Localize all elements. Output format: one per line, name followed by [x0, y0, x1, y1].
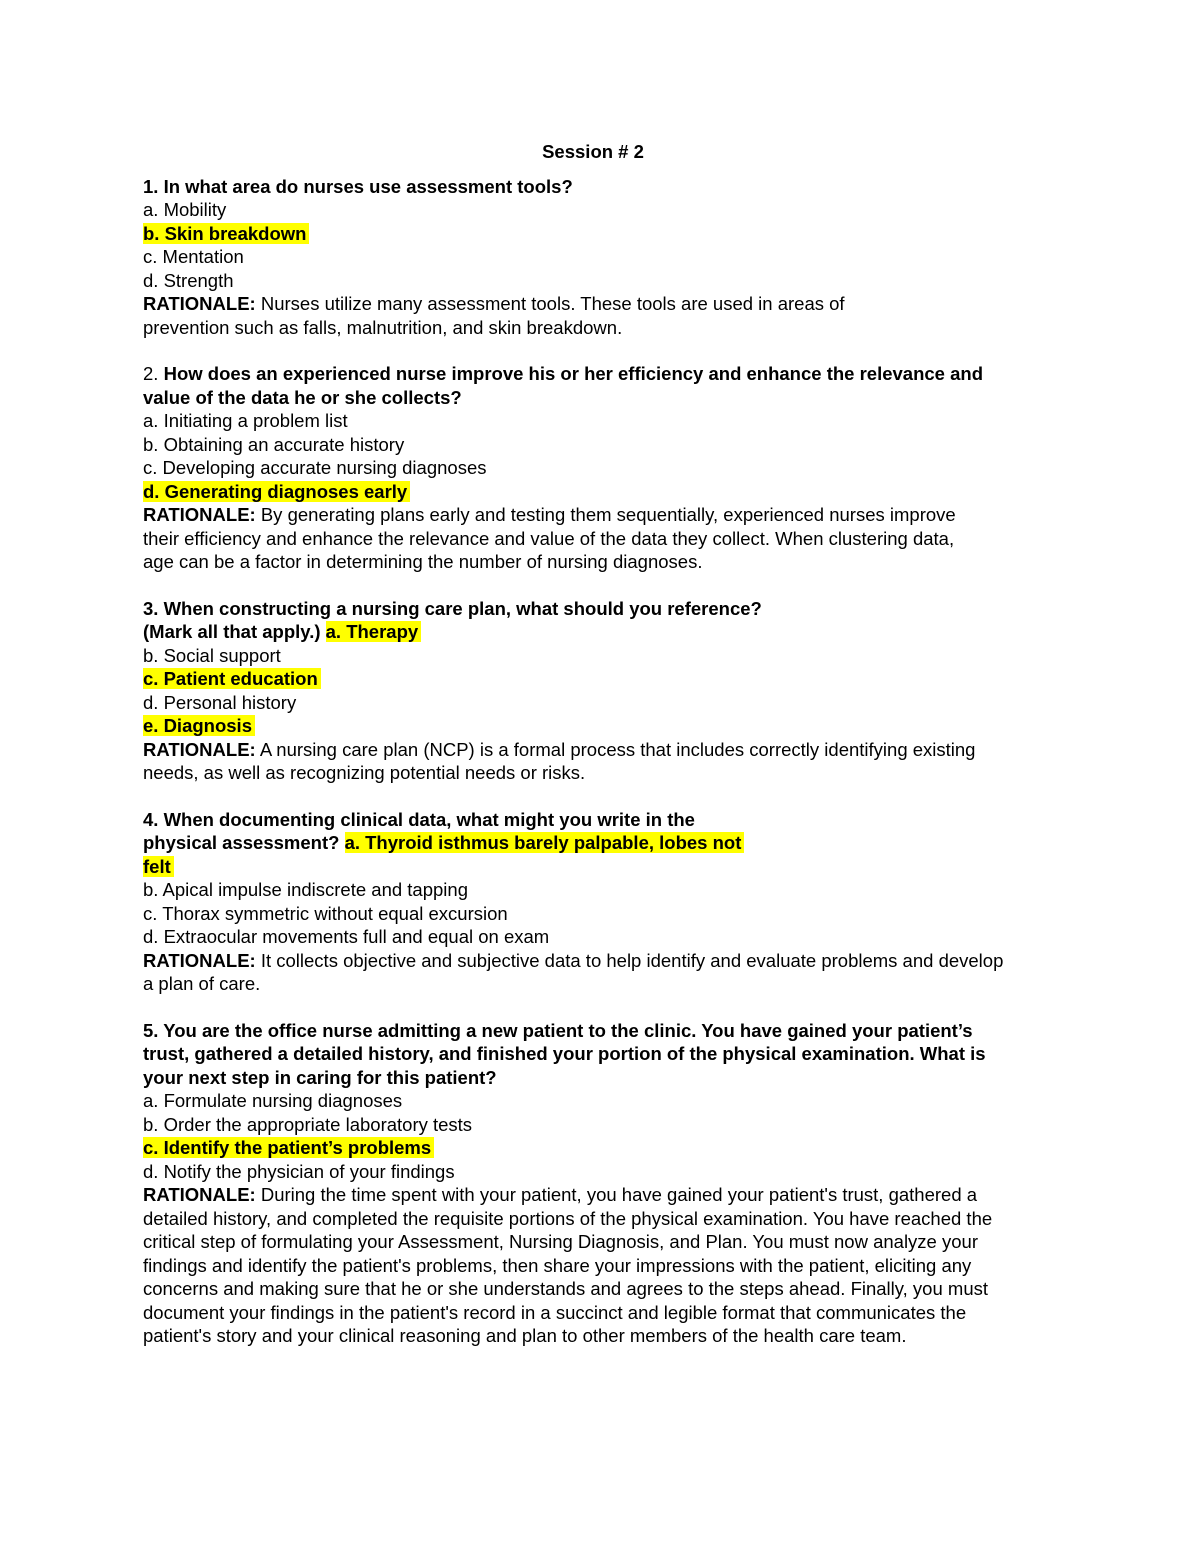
rationale: [143, 949, 1073, 973]
option-d: d. Personal history: [143, 691, 297, 713]
question-line: How does an experienced nurse improve his or her efficiency and enhance the relevance and: [158, 363, 983, 384]
rationale-label: RATIONALE:: [143, 949, 256, 971]
rationale-text: document your findings in the patient's record in a succinct and legible format that communicates the: [143, 1301, 967, 1323]
rationale-text: findings and identify the patient's problems, then share your impressions with the patient, eliciting any: [143, 1254, 972, 1276]
option-a: a. Initiating a problem list: [143, 410, 348, 431]
question-text: 3. When constructing a nursing care plan, what should you reference?: [143, 597, 762, 619]
question-line: value of the data he or she collects?: [143, 386, 462, 408]
option-a: a. Mobility: [143, 199, 227, 220]
question-2: [143, 362, 1073, 574]
question-1: [143, 175, 1073, 340]
option-c: c. Mentation: [143, 246, 244, 267]
rationale-text: Nurses utilize many assessment tools. These tools are used in areas of: [255, 293, 845, 314]
rationale-text: During the time spent with your patient, you have gained your patient's trust, gathered a: [255, 1184, 978, 1205]
correct-answer: a. Therapy: [326, 621, 422, 642]
question-line: [143, 620, 1073, 644]
rationale-text: concerns and making sure that he or she understands and agrees to the steps ahead. Finally, you must: [143, 1278, 988, 1299]
correct-answer: d. Generating diagnoses early: [143, 481, 410, 502]
option-b: b. Order the appropriate laboratory tests: [143, 1113, 473, 1135]
rationale-text: detailed history, and completed the requisite portions of the physical examination. You have reached the: [143, 1207, 993, 1229]
question-text: [143, 362, 1073, 386]
question-3: [143, 597, 1073, 785]
correct-answer: a. Thyroid isthmus barely palpable, lobes not: [345, 832, 745, 853]
correct-answer: c. Identify the patient’s problems: [143, 1137, 434, 1158]
correct-answer-continued: felt: [143, 856, 174, 877]
rationale-text: patient's story and your clinical reasoning and plan to other members of the health care team.: [143, 1325, 907, 1346]
question-number: 2.: [143, 363, 159, 384]
rationale-label: RATIONALE:: [143, 504, 256, 525]
correct-answer: e. Diagnosis: [143, 715, 255, 736]
rationale: [143, 738, 1073, 762]
rationale-text: age can be a factor in determining the number of nursing diagnoses.: [143, 551, 703, 572]
rationale: [143, 1183, 1073, 1207]
option-d: d. Extraocular movements full and equal on exam: [143, 926, 550, 947]
question-line-text: physical assessment?: [143, 832, 345, 853]
rationale-text: their efficiency and enhance the relevance and value of the data they collect. When clustering data,: [143, 527, 955, 549]
rationale-label: RATIONALE:: [143, 738, 256, 760]
correct-answer: b. Skin breakdown: [143, 223, 309, 244]
rationale-label: RATIONALE:: [143, 293, 256, 314]
rationale: [143, 503, 1073, 527]
correct-answer: c. Patient education: [143, 668, 321, 689]
question-text: 1. In what area do nurses use assessment tools?: [143, 175, 573, 197]
option-d: d. Strength: [143, 269, 234, 291]
question-text: 4. When documenting clinical data, what might you write in the: [143, 808, 695, 830]
option-b: b. Apical impulse indiscrete and tapping: [143, 879, 468, 900]
rationale-label: RATIONALE:: [143, 1184, 256, 1205]
question-4: [143, 808, 1073, 996]
rationale-text: critical step of formulating your Assessment, Nursing Diagnosis, and Plan. You must now analyze your: [143, 1231, 978, 1252]
question-text: 5. You are the office nurse admitting a new patient to the clinic. You have gained your patient’s: [143, 1019, 973, 1041]
option-b: b. Obtaining an accurate history: [143, 433, 405, 455]
rationale-text: needs, as well as recognizing potential needs or risks.: [143, 762, 586, 783]
question-line: [143, 831, 1073, 855]
option-c: c. Developing accurate nursing diagnoses: [143, 457, 487, 478]
question-line: your next step in caring for this patient?: [143, 1066, 497, 1088]
question-line-text: (Mark all that apply.): [143, 621, 326, 642]
question-5: [143, 1019, 1073, 1348]
rationale-text: By generating plans early and testing them sequentially, experienced nurses improve: [255, 504, 956, 525]
rationale-text: A nursing care plan (NCP) is a formal process that includes correctly identifying existing: [255, 738, 976, 760]
rationale-text: It collects objective and subjective data to help identify and evaluate problems and develop: [255, 949, 1004, 971]
question-line: trust, gathered a detailed history, and finished your portion of the physical examination. What is: [143, 1043, 986, 1064]
rationale-text: prevention such as falls, malnutrition, and skin breakdown.: [143, 316, 623, 338]
option-b: b. Social support: [143, 644, 281, 666]
option-d: d. Notify the physician of your findings: [143, 1160, 455, 1182]
option-a: a. Formulate nursing diagnoses: [143, 1090, 403, 1111]
page-title: Session # 2: [542, 141, 644, 162]
rationale: [143, 292, 1073, 316]
document-page: [143, 140, 1073, 1371]
option-c: c. Thorax symmetric without equal excursion: [143, 902, 508, 924]
rationale-text: a plan of care.: [143, 973, 261, 994]
